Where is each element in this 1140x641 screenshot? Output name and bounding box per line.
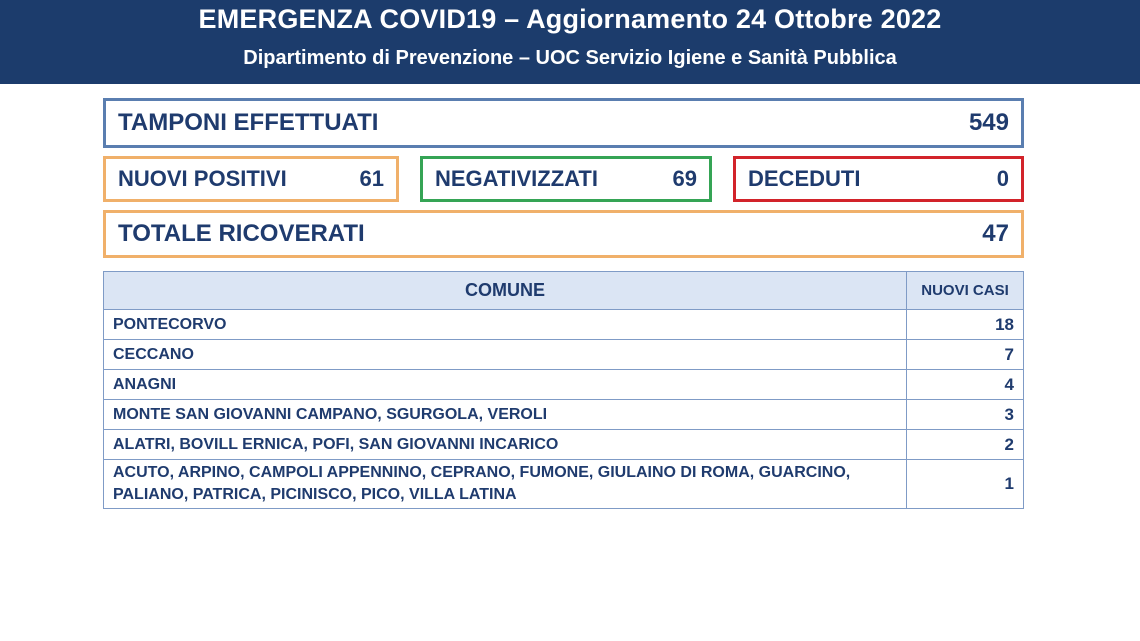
positivi-value: 61 [359, 166, 384, 191]
casi-cell: 18 [907, 310, 1024, 340]
comune-cell: PONTECORVO [104, 310, 907, 340]
tamponi-value: 549 [968, 109, 1009, 136]
table-row [104, 460, 1024, 509]
casi-cell: 3 [907, 400, 1024, 430]
table-row [104, 430, 1024, 460]
col-header-comune: COMUNE [104, 272, 907, 310]
comune-cell: ANAGNI [104, 370, 907, 400]
positivi-box [103, 156, 399, 202]
header-banner [0, 0, 1140, 84]
tamponi-label: TAMPONI EFFETTUATI [118, 109, 379, 136]
ricoverati-value: 47 [982, 220, 1009, 247]
negativizzati-label: NEGATIVIZZATI [435, 166, 598, 191]
casi-cell: 4 [907, 370, 1024, 400]
table-row [104, 370, 1024, 400]
page-title: EMERGENZA COVID19 – Aggiornamento 24 Ottobre 2022 [198, 4, 942, 34]
comune-cell: ACUTO, ARPINO, CAMPOLI APPENNINO, CEPRANO, FUMONE, GIULAINO DI ROMA, GUARCINO, PALIANO, PATRICA, PICINISCO, PICO, VILLA LATINA [104, 460, 907, 509]
casi-cell: 2 [907, 430, 1024, 460]
table-row [104, 400, 1024, 430]
table-header-row [104, 272, 1024, 310]
comune-cell: CECCANO [104, 340, 907, 370]
comune-cell: ALATRI, BOVILL ERNICA, POFI, SAN GIOVANNI INCARICO [104, 430, 907, 460]
deceduti-box [733, 156, 1024, 202]
casi-cell: 7 [907, 340, 1024, 370]
table-row [104, 340, 1024, 370]
col-header-nuovi-casi: NUOVI CASI [907, 272, 1024, 310]
negativizzati-box [420, 156, 712, 202]
casi-cell: 1 [907, 460, 1024, 509]
positivi-label: NUOVI POSITIVI [118, 166, 287, 191]
page-subtitle: Dipartimento di Prevenzione – UOC Servizio Igiene e Sanità Pubblica [243, 47, 897, 69]
table-row [104, 310, 1024, 340]
cases-table [103, 271, 1024, 509]
ricoverati-box [103, 210, 1024, 258]
negativizzati-value: 69 [672, 166, 697, 191]
deceduti-value: 0 [996, 166, 1009, 191]
tamponi-box [103, 98, 1024, 148]
comune-cell: MONTE SAN GIOVANNI CAMPANO, SGURGOLA, VEROLI [104, 400, 907, 430]
ricoverati-label: TOTALE RICOVERATI [118, 220, 365, 247]
deceduti-label: DECEDUTI [748, 166, 861, 191]
